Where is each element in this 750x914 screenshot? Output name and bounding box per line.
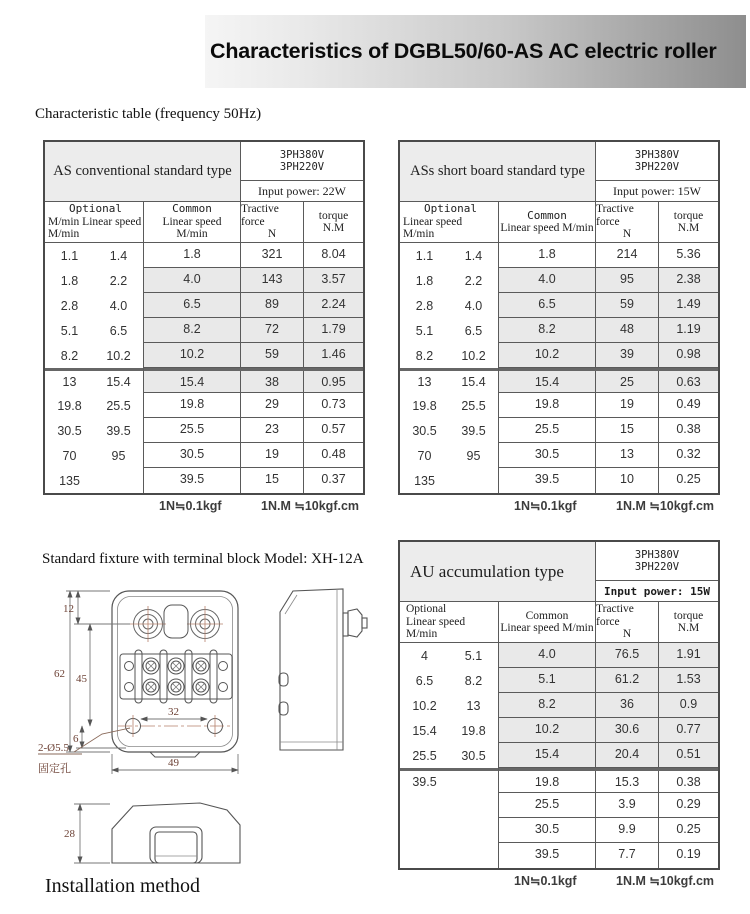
- table-row: 4.0 143 3.57: [144, 268, 363, 293]
- optional-speed-row: 30.5 39.5: [412, 423, 486, 438]
- voltage-cell: 3PH380V 3PH220V: [241, 142, 363, 181]
- dim-49-label: 49: [168, 757, 179, 769]
- terminal-block-drawing: [30, 582, 395, 914]
- table-row: 39.5 10 0.25: [499, 468, 718, 493]
- column-header-optional: Optional Linear speed M/min: [400, 602, 499, 642]
- input-power-cell: Input power: 15W: [604, 584, 710, 598]
- optional-speed-row: [400, 843, 498, 868]
- optional-speed-row: 39.5: [400, 768, 498, 793]
- optional-speed-row: 1.1 1.4: [415, 248, 483, 263]
- table-row: 30.5 13 0.32: [499, 443, 718, 468]
- table-row: 30.5 19 0.48: [144, 443, 363, 468]
- optional-speed-row: 19.8 25.5: [412, 398, 486, 413]
- dim-32-label: 32: [168, 706, 179, 718]
- table-row: 19.8 29 0.73: [144, 393, 363, 418]
- table-row: 10.2 59 1.46: [144, 343, 363, 368]
- data-rows: [499, 643, 718, 868]
- optional-speed-row: 2.8 4.0: [60, 298, 128, 313]
- installation-method-title: Installation method: [45, 875, 200, 897]
- table-row: 25.5 23 0.57: [144, 418, 363, 443]
- optional-speed-row: 15.4 19.8: [412, 723, 486, 738]
- column-header-torque: torque N.M: [673, 209, 704, 234]
- table-row: 19.8 15.3 0.38: [499, 768, 718, 793]
- column-header-tractive-force: Tractive force N: [241, 202, 304, 242]
- input-power-cell: Input power: 22W: [258, 183, 346, 198]
- optional-speed-row: 70 95: [417, 448, 481, 463]
- page-title: Characteristics of DGBL50/60-AS AC electric roller: [210, 39, 717, 63]
- fixing-holes: [118, 715, 230, 737]
- optional-speed-row: [400, 793, 498, 818]
- column-header-common: Common Linear speed M/min: [499, 202, 596, 242]
- data-rows: [499, 243, 718, 493]
- table-row: 4.0 76.5 1.91: [499, 643, 718, 668]
- optional-speed-row: 1.1 1.4: [60, 248, 128, 263]
- optional-speed-row: 8.2 10.2: [60, 348, 131, 363]
- table-au-accumulation: [398, 540, 720, 890]
- table-row: 1.8 214 5.36: [499, 243, 718, 268]
- optional-speed-row: 5.1 6.5: [60, 323, 128, 338]
- dim-62-label: 62: [54, 668, 65, 680]
- table-row: 10.2 39 0.98: [499, 343, 718, 368]
- page-header-bar: [205, 15, 746, 88]
- data-rows: [144, 243, 363, 493]
- technical-drawing: [30, 582, 395, 914]
- voltage-cell: 3PH380V 3PH220V: [596, 542, 718, 581]
- optional-speed-row: 10.2 13: [412, 698, 481, 713]
- table-title: ASs short board standard type: [400, 142, 596, 201]
- optional-speed-column: [45, 243, 144, 493]
- column-header-optional: Optional Linear speed M/min: [400, 202, 499, 242]
- optional-speed-row: 19.8 25.5: [57, 398, 131, 413]
- side-view: [279, 589, 367, 750]
- conversion-footnote: 1N≒0.1kgf 1N.M ≒10kgf.cm: [159, 499, 360, 513]
- optional-speed-row: [400, 818, 498, 843]
- input-power-cell: Input power: 15W: [613, 183, 701, 198]
- bottom-view-dimensions: [74, 804, 110, 863]
- optional-speed-row: 135: [59, 473, 80, 488]
- column-header-common: Common Linear speed M/min: [144, 202, 241, 242]
- optional-speed-row: 6.5 8.2: [415, 673, 483, 688]
- table-row: 8.2 36 0.9: [499, 693, 718, 718]
- optional-speed-row: 30.5 39.5: [57, 423, 131, 438]
- table-row: 4.0 95 2.38: [499, 268, 718, 293]
- optional-speed-row: 8.2 10.2: [415, 348, 486, 363]
- column-header-torque: torque N.M: [673, 609, 704, 634]
- mounting-screws: [130, 606, 223, 642]
- dim-6-label: 6: [73, 733, 79, 745]
- column-header-torque: torque N.M: [318, 209, 349, 234]
- terminal-strip: [120, 650, 232, 703]
- optional-speed-row: 1.8 2.2: [60, 273, 128, 288]
- characteristic-table-subtitle: Characteristic table (frequency 50Hz): [35, 106, 262, 122]
- table-ass-short-board: [398, 140, 720, 515]
- column-header-tractive-force: Tractive force N: [596, 202, 659, 242]
- dim-12-label: 12: [63, 603, 74, 615]
- table-title: AS conventional standard type: [45, 142, 241, 201]
- optional-speed-row: 5.1 6.5: [415, 323, 483, 338]
- table-row: 30.5 9.9 0.25: [499, 818, 718, 843]
- conversion-footnote: 1N≒0.1kgf 1N.M ≒10kgf.cm: [514, 874, 715, 888]
- column-header-optional: Optional M/min Linear speed M/min: [45, 202, 144, 242]
- table-row: 1.8 321 8.04: [144, 243, 363, 268]
- dim-28-label: 28: [64, 828, 75, 840]
- hole-spec-label: 2-Ø5.5: [38, 742, 69, 754]
- table-row: 8.2 72 1.79: [144, 318, 363, 343]
- table-row: 39.5 7.7 0.19: [499, 843, 718, 868]
- table-row: 25.5 3.9 0.29: [499, 793, 718, 818]
- optional-speed-row: 25.5 30.5: [412, 748, 486, 763]
- table-row: 15.4 20.4 0.51: [499, 743, 718, 768]
- optional-speed-row: 4 5.1: [421, 648, 483, 663]
- optional-speed-row: 13 15.4: [45, 368, 143, 393]
- bottom-view: [112, 803, 240, 863]
- table-row: 39.5 15 0.37: [144, 468, 363, 493]
- optional-speed-column: [400, 243, 499, 493]
- table-as-conventional: [43, 140, 365, 515]
- table-row: 19.8 19 0.49: [499, 393, 718, 418]
- table-row: 6.5 89 2.24: [144, 293, 363, 318]
- optional-speed-row: 135: [414, 473, 435, 488]
- optional-speed-row: 1.8 2.2: [415, 273, 483, 288]
- column-header-common: Common Linear speed M/min: [499, 602, 596, 642]
- optional-speed-column: [400, 643, 499, 868]
- fixture-title: Standard fixture with terminal block Model: XH-12A: [42, 551, 364, 567]
- voltage-cell: 3PH380V 3PH220V: [596, 142, 718, 181]
- center-opening: [164, 605, 188, 638]
- table-row: 6.5 59 1.49: [499, 293, 718, 318]
- conversion-footnote: 1N≒0.1kgf 1N.M ≒10kgf.cm: [514, 499, 715, 513]
- table-row: 10.2 30.6 0.77: [499, 718, 718, 743]
- table-row: 5.1 61.2 1.53: [499, 668, 718, 693]
- optional-speed-row: 13 15.4: [400, 368, 498, 393]
- table-row: 8.2 48 1.19: [499, 318, 718, 343]
- column-header-tractive-force: Tractive force N: [596, 602, 659, 642]
- table-title: AU accumulation type: [400, 542, 596, 601]
- table-row: 25.5 15 0.38: [499, 418, 718, 443]
- optional-speed-row: 2.8 4.0: [415, 298, 483, 313]
- optional-speed-row: 70 95: [62, 448, 126, 463]
- table-row: 15.4 25 0.63: [499, 368, 718, 393]
- table-row: 15.4 38 0.95: [144, 368, 363, 393]
- dim-45-label: 45: [76, 673, 87, 685]
- fixing-hole-label: 固定孔: [38, 763, 71, 775]
